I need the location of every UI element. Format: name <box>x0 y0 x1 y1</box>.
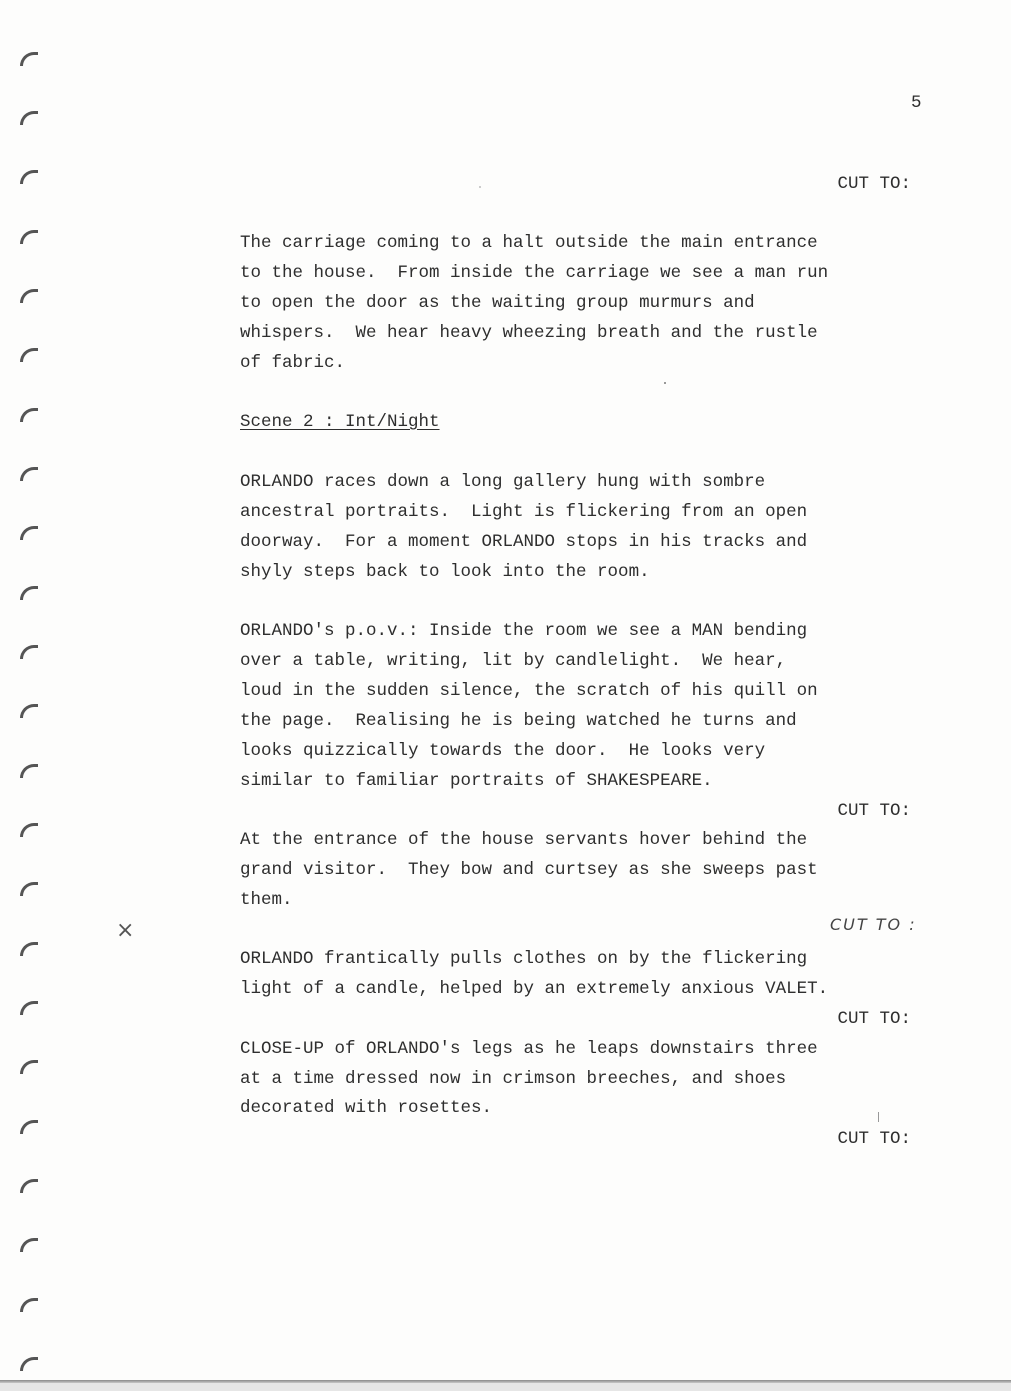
binder-hole <box>20 1120 38 1134</box>
binder-hole <box>20 111 38 125</box>
transition-cut-to: CUT TO: <box>837 174 911 194</box>
transition-cut-to: CUT TO: <box>837 801 911 821</box>
handwritten-cut-to: CUT TO : <box>830 915 917 934</box>
text-line: ORLANDO races down a long gallery hung with sombre <box>240 472 766 492</box>
handwritten-margin-mark: × <box>116 918 135 943</box>
binder-hole <box>20 764 38 778</box>
text-line: to the house. From inside the carriage we see a man run <box>240 263 829 283</box>
text-line: grand visitor. They bow and curtsey as she sweeps past <box>240 860 818 880</box>
binder-hole <box>20 170 38 184</box>
text-line: over a table, writing, lit by candlelight. We hear, <box>240 651 787 671</box>
text-line: The carriage coming to a halt outside the main entrance <box>240 233 818 253</box>
text-line: ancestral portraits. Light is flickering from an open <box>240 502 808 522</box>
binder-hole <box>20 1238 38 1252</box>
text-line: them. <box>240 890 293 910</box>
binder-hole <box>20 348 38 362</box>
text-line: ORLANDO's p.o.v.: Inside the room we see a MAN bending <box>240 621 808 641</box>
binder-hole <box>20 823 38 837</box>
transition-cut-to: CUT TO: <box>837 1009 911 1029</box>
text-line: light of a candle, helped by an extremely anxious VALET. <box>240 979 829 999</box>
binder-hole <box>20 1001 38 1015</box>
binder-hole <box>20 289 38 303</box>
scan-speck <box>664 382 666 384</box>
text-line: to open the door as the waiting group murmurs and <box>240 293 755 313</box>
binder-hole <box>20 645 38 659</box>
binder-hole <box>20 882 38 896</box>
binder-hole <box>20 942 38 956</box>
binder-hole <box>20 1298 38 1312</box>
binder-hole <box>20 704 38 718</box>
text-line: at a time dressed now in crimson breeches, and shoes <box>240 1069 787 1089</box>
text-line: ORLANDO frantically pulls clothes on by the flickering <box>240 949 808 969</box>
binder-hole <box>20 1357 38 1371</box>
binder-hole <box>20 526 38 540</box>
text-line: whispers. We hear heavy wheezing breath and the rustle <box>240 323 818 343</box>
page-number: 5 <box>911 93 922 113</box>
text-line: the page. Realising he is being watched he turns and <box>240 711 797 731</box>
binder-hole <box>20 586 38 600</box>
binder-hole <box>20 52 38 66</box>
text-line: doorway. For a moment ORLANDO stops in his tracks and <box>240 532 808 552</box>
text-line: of fabric. <box>240 353 346 373</box>
scan-speck <box>878 1112 879 1122</box>
scan-speck <box>479 186 481 188</box>
paper-bottom-shadow <box>0 1383 1011 1391</box>
binder-hole <box>20 230 38 244</box>
binder-hole <box>20 408 38 422</box>
transition-cut-to: CUT TO: <box>837 1129 911 1149</box>
binder-hole <box>20 1179 38 1193</box>
text-line: similar to familiar portraits of SHAKESPEARE. <box>240 771 713 791</box>
text-line: decorated with rosettes. <box>240 1098 493 1118</box>
binder-hole <box>20 1060 38 1074</box>
text-line: shyly steps back to look into the room. <box>240 562 650 582</box>
text-line: At the entrance of the house servants hover behind the <box>240 830 808 850</box>
text-line: CLOSE-UP of ORLANDO's legs as he leaps downstairs three <box>240 1039 818 1059</box>
scene-heading: Scene 2 : Int/Night <box>240 412 440 432</box>
text-line: looks quizzically towards the door. He looks very <box>240 741 766 761</box>
text-line: loud in the sudden silence, the scratch of his quill on <box>240 681 818 701</box>
binder-hole <box>20 467 38 481</box>
